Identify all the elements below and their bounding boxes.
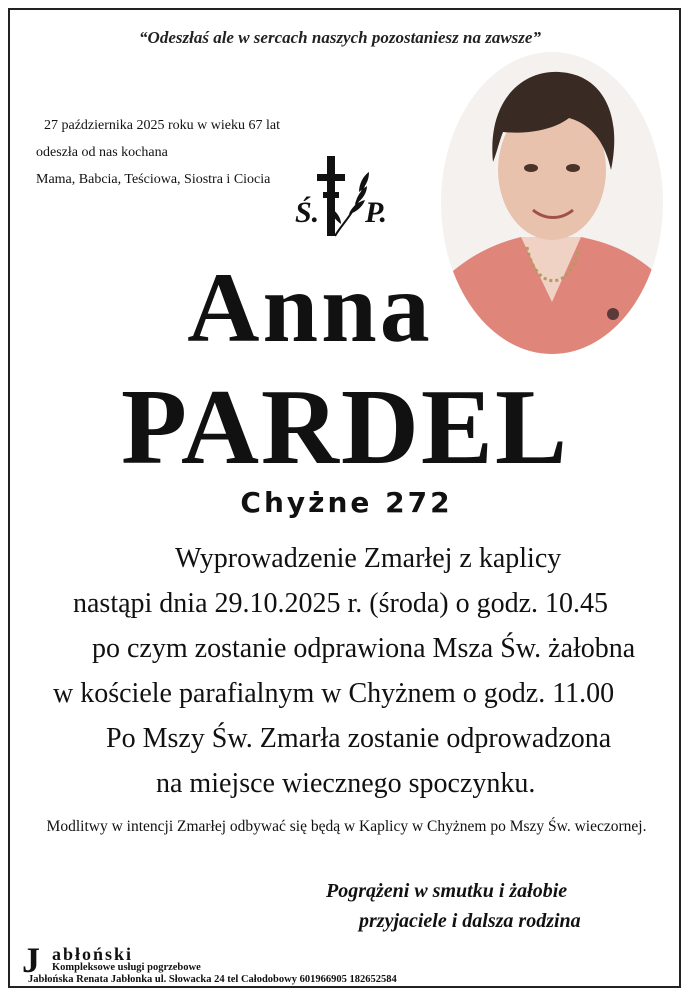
mourners-line: Pogrążeni w smutku i żałobie bbox=[326, 880, 568, 902]
ceremony-line: w kościele parafialnym w Chyżnem o godz. 11.00 bbox=[53, 678, 615, 709]
motto-quote: “Odeszłaś ale w sercach naszych pozostaniesz na zawsze” bbox=[139, 28, 541, 47]
intro-line-date: 27 października 2025 roku w wieku 67 lat bbox=[44, 118, 280, 133]
deceased-last-name: PARDEL bbox=[120, 368, 569, 487]
deceased-first-name: Anna bbox=[187, 252, 433, 363]
ceremony-line: po czym zostanie odprawiona Msza Św. żałobna bbox=[92, 633, 636, 664]
ceremony-line: na miejsce wiecznego spoczynku. bbox=[156, 768, 536, 799]
sp-letter-right: P. bbox=[365, 196, 387, 229]
ceremony-line: Po Mszy Św. Zmarła zostanie odprowadzona bbox=[106, 723, 612, 754]
funeral-home-tagline: Kompleksowe usługi pogrzebowe bbox=[52, 962, 201, 973]
mourners-signature bbox=[300, 876, 645, 936]
intro-line-departed: odeszła od nas kochana bbox=[36, 145, 168, 160]
funeral-home-address: Jabłońska Renata Jabłonka ul. Słowacka 24 tel Całodobowy 601966905 182652584 bbox=[28, 974, 397, 985]
intro-line-relations: Mama, Babcia, Teściowa, Siostra i Ciocia bbox=[36, 172, 271, 187]
mourners-line: przyjaciele i dalsza rodzina bbox=[359, 910, 581, 932]
funeral-home-logo-initial: J bbox=[22, 940, 40, 980]
ceremony-line: nastąpi dnia 29.10.2025 r. (środa) o godz. 10.45 bbox=[73, 588, 609, 619]
intro-text bbox=[36, 112, 280, 193]
ceremony-line: Wyprowadzenie Zmarłej z kaplicy bbox=[175, 543, 562, 574]
ceremony-details bbox=[0, 536, 693, 806]
prayer-note: Modlitwy w intencji Zmarłej odbywać się będą w Kaplicy w Chyżnem po Mszy Św. wieczornej. bbox=[46, 818, 647, 835]
funeral-home-logo-name: abłoński bbox=[52, 944, 134, 964]
sp-letter-left: Ś. bbox=[295, 196, 320, 229]
sp-cross-emblem bbox=[295, 152, 405, 242]
deceased-address: Chyżne 272 bbox=[240, 486, 453, 519]
